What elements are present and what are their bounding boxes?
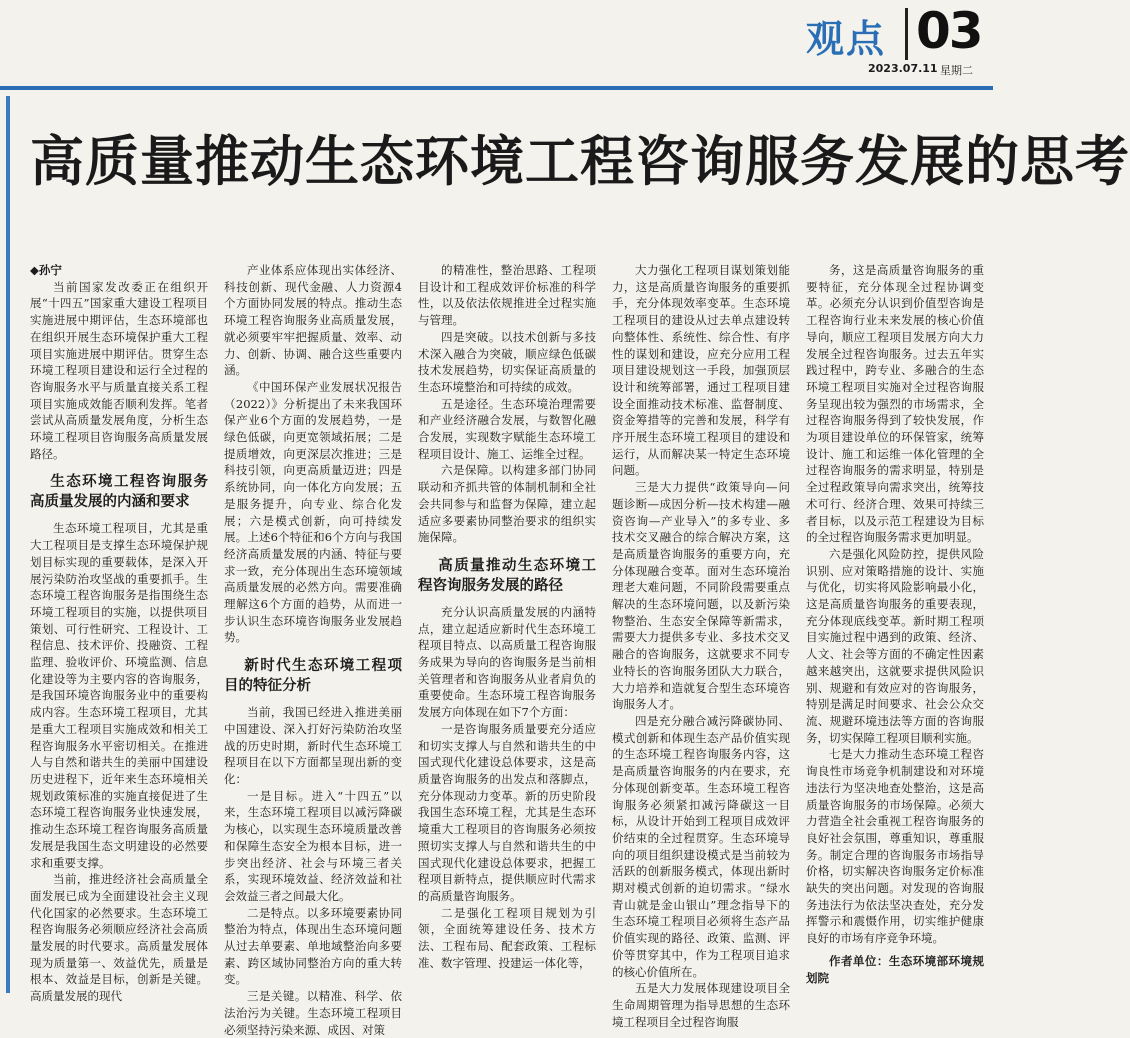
paragraph: 务，这是高质量咨询服务的重要特征，充分体现全过程协调变革。必须充分认识到价值型咨询是工程咨询行业未来发展的核心价值导向，顺应工程项目发展方向大力发展全过程咨询服务。过去五年实践过程中，跨专业、多融合的生态环境工程项目实施对全过程咨询服务呈现出较为强烈的市场需求，全过程咨询服务得到了较快发展，作为项目建设单位的环保管家，统筹设计、施工和运维一体化管理的全过程咨询服务的需求明显，特别是全过程政策导向需求突出，统筹技术可行、经济合理、效果可持续三者目标，以及示范工程建设为目标的全过程咨询服务需求更加明显。 (806, 263, 984, 545)
paragraph: 四是突破。以技术创新与多技术深入融合为突破，顺应绿色低碳技术发展趋势，切实保证高质量的生态环境整治和可持续的成效。 (418, 329, 596, 394)
article-column-2 (224, 262, 402, 1037)
paragraph: 当前，推进经济社会高质量全面发展已成为全面建设社会主义现代化国家的必然要求。生态环境工程咨询服务必须顺应经济社会高质量发展的时代要求。高质量发展体现为质量第一、效益优先，质量是根本、效益是目标，创新是关键。高质量发展的现代 (30, 872, 208, 1004)
paragraph: 《中国环保产业发展状况报告（2022）》分析提出了未来我国环保产业6个方面的发展趋势，一是绿色低碳，向更宽领域拓展；二是提质增效，向更深层次推进；三是科技引领，向更高质量迈进；四是系统协同，向一体化方向发展；五是服务提升，向专业、综合化发展；六是模式创新，向可持续发展。上述6个特征和6个方向与我国经济高质量发展的内涵、特征与要求一致，充分体现出生态环境领域高质量发展的必然方向。需要准确理解这6个方面的趋势，从而进一步认识生态环境咨询服务业发展趋势。 (224, 379, 402, 645)
paragraph: 当前国家发改委正在组织开展“十四五”国家重大建设工程项目实施进展中期评估，生态环境部也在组织开展生态环境保护重大工程项目实施进展中期评估。贯穿生态环境工程项目建设和运行全过程的咨询服务水平与质量直接关系工程项目实施成效能否顺利发挥。笔者尝试从高质量发展角度，分析生态环境工程项目咨询服务高质量发展路径。 (30, 279, 208, 461)
article-column-4 (612, 262, 790, 1029)
paragraph: 的精准性，整治思路、工程项目设计和工程成效评价标准的科学性，以及依法依规推进全过程实施与管理。 (418, 263, 596, 328)
author-affiliation: 作者单位：生态环境部环境规划院 (806, 953, 984, 985)
masthead-divider (905, 8, 908, 60)
article-column-1 (30, 262, 208, 1004)
issue-weekday: 星期二 (940, 64, 973, 77)
paragraph: 充分认识高质量发展的内涵特点，建立起适应新时代生态环境工程项目特点、以高质量工程咨询服务成果为导向的咨询服务是当前相关管理者和咨询服务从业者肩负的重要使命。生态环境工程咨询服务发展方向体现在如下7个方面： (418, 604, 596, 720)
paragraph: 二是强化工程项目规划为引领，全面统筹建设任务、技术方法、工程布局、配套政策、工程标准、数字管理、投建运一体化等， (418, 905, 596, 970)
paragraph: 五是大力发展体现建设项目全生命周期管理为指导思想的生态环境工程项目全过程咨询服 (612, 981, 790, 1029)
paragraph: 产业体系应体现出实体经济、科技创新、现代金融、人力资源4个方面协同发展的特点。推动生态环境工程咨询服务业高质量发展，就必须要牢牢把握质量、效率、动力、创新、协调、融合这些重要内涵。 (224, 263, 402, 378)
article-headline: 高质量推动生态环境工程咨询服务发展的思考 (30, 130, 1130, 193)
page-number: 03 (916, 2, 982, 60)
header-rule (0, 86, 993, 90)
paragraph: 五是途径。生态环境治理需要和产业经济融合发展，与数智化融合发展，实现数字赋能生态环境工程项目设计、施工、运维全过程。 (418, 396, 596, 461)
paragraph: 当前，我国已经进入推进美丽中国建设、深入打好污染防治攻坚战的历史时期，新时代生态环境工程项目在以下方面都呈现出新的变化： (224, 705, 402, 786)
paragraph: 三是大力提供“政策导向—问题诊断—成因分析—技术构建—融资咨询—产业导入”的多专业、多技术交叉融合的综合解决方案，这是高质量咨询服务的重要方向，充分体现融合变革。面对生态环境治理老大难问题，不同阶段需要重点解决的生态环境问题，以及新污染物整治、生态安全保障等新需求，需要大力提供多专业、多技术交叉融合的咨询服务，这就要求不同专业特长的咨询服务团队大力联合，大力培养和造就复合型生态环境咨询服务人才。 (612, 480, 790, 712)
paragraph: 生态环境工程项目，尤其是重大工程项目是支撑生态环境保护规划目标实现的重要载体，是深入开展污染防治攻坚战的重要抓手。生态环境工程咨询服务是指围绕生态环境工程项目的实施，以提供项目策划、可行性研究、工程设计、工程信息、技术评价、投融资、工程监理、验收评价、环境监测、信息化建设等为主要内容的咨询服务，是我国环境咨询服务业中的重要构成内容。生态环境工程项目，尤其是重大工程项目实施成效和相关工程咨询服务水平密切相关。在推进人与自然和谐共生的美丽中国建设历史进程下，近年来生态环境相关规划政策标准的实施直接促进了生态环境工程咨询服务业快速发展，推动生态环境工程咨询服务高质量发展是我国生态文明建设的必然要求和重要支撑。 (30, 521, 208, 870)
section-heading: 新时代生态环境工程项目的特征分析 (224, 658, 402, 695)
left-accent-stripe (6, 96, 10, 993)
paragraph: 三是关键。以精准、科学、依法治污为关键。生态环境工程项目必须坚持污染来源、成因、对策 (224, 989, 402, 1037)
paragraph: 二是特点。以多环境要素协同整治为特点，体现出生态环境问题从过去单要素、单地域整治向多要素、跨区域协同整治方向的重大转变。 (224, 905, 402, 987)
section-heading: 高质量推动生态环境工程咨询服务发展的路径 (418, 557, 596, 594)
paragraph: 一是目标。进入“十四五”以来，生态环境工程项目以减污降碳为核心，以实现生态环境质量改善和保障生态安全为根本目标，进一步突出经济、社会与环境三者关系，实现环境效益、经济效益和社会效益三者之间最大化。 (224, 788, 402, 903)
article-column-5 (806, 262, 984, 992)
section-name: 观点 (806, 17, 887, 61)
author-byline: ◆孙宁 (30, 263, 62, 277)
paragraph: 七是大力推动生态环境工程咨询良性市场竞争机制建设和对环境违法行为坚决地查处整治，这是高质量咨询服务的市场保障。必须大力营造全社会重视工程咨询服务的良好社会氛围，尊重知识，尊重服务。制定合理的咨询服务市场指导价格，切实解决咨询服务定价标准缺失的突出问题。对发现的咨询服务违法行为依法坚决查处，充分发挥警示和震慑作用，切实维护健康良好的市场有序竞争环境。 (806, 747, 984, 946)
section-heading: 生态环境工程咨询服务高质量发展的内涵和要求 (30, 474, 208, 511)
paragraph: 六是强化风险防控，提供风险识别、应对策略措施的设计、实施与优化，切实将风险影响最小化，这是高质量咨询服务的重要表现，充分体现底线变革。新时期工程项目实施过程中遇到的政策、经济、人文、社会等方面的不确定性因素越来越突出，这就要求提供风险识别、规避和有效应对的咨询服务，特别是满足时间要求、社会公众交流、规避环境违法等方面的咨询服务，切实保障工程项目顺利实施。 (806, 546, 984, 745)
paragraph: 大力强化工程项目谋划策划能力，这是高质量咨询服务的重要抓手，充分体现效率变革。生态环境工程项目的建设从过去单点建设转向整体性、系统性、综合性、有序性的谋划和建设，应充分应用工程项目建设规划这一手段，加强顶层设计和统筹部署，通过工程项目建设全面推动技术标准、监督制度、资金筹措等的完善和发展，科学有序开展生态环境工程项目的建设和运行，从而解决某一特定生态环境问题。 (612, 263, 790, 478)
paragraph: 六是保障。以构建多部门协同联动和齐抓共管的体制机制和全社会共同参与和监督为保障，建立起适应多要素协同整治要求的组织实施保障。 (418, 463, 596, 545)
issue-date: 2023.07.11 (868, 62, 938, 75)
article-column-3 (418, 262, 596, 992)
paragraph: 一是咨询服务质量要充分适应和切实支撑人与自然和谐共生的中国式现代化建设总体要求，这是高质量咨询服务的出发点和落脚点，充分体现动力变革。新的历史阶段我国生态环境工程，尤其是生态环境重大工程项目的咨询服务必须按照切实支撑人与自然和谐共生的中国式现代化建设总体要求，把握工程项目新特点，提供顺应时代需求的高质量咨询服务。 (418, 721, 596, 903)
masthead (0, 0, 993, 86)
paragraph: 四是充分融合减污降碳协同、模式创新和体现生态产品价值实现的生态环境工程咨询服务内容，这是高质量咨询服务的内在要求，充分体现创新变革。生态环境工程咨询服务必须紧扣减污降碳这一目标，从设计开始到工程项目成效评价结束的全过程贯穿。生态环境导向的项目组织建设模式是当前较为活跃的创新服务模式，体现出新时期对模式创新的迫切需求。“绿水青山就是金山银山”理念指导下的生态环境工程项目必须将生态产品价值实现的路径、政策、监测、评价等贯穿其中，作为工程项目追求的核心价值所在。 (612, 713, 790, 979)
